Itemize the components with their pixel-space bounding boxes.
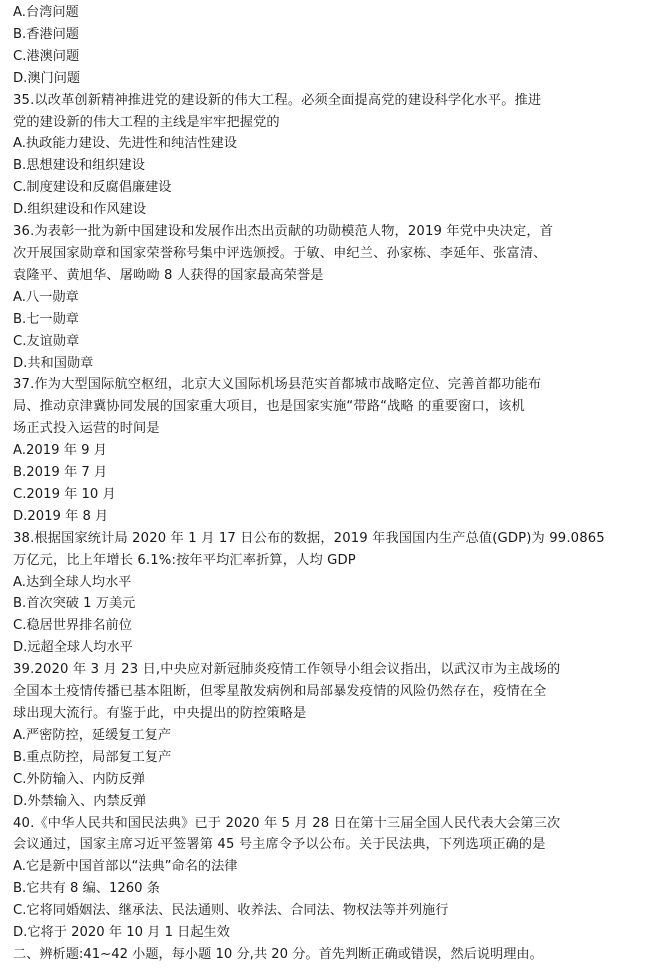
question-39	[13, 659, 617, 812]
option-c: C.稳居世界排名前位	[13, 618, 132, 634]
option-b: B.2019 年 7 月	[13, 465, 108, 481]
option-c: C.外防输入、内防反弹	[13, 771, 146, 787]
stem-line: 39.2020 年 3 月 23 日,中央应对新冠肺炎疫情工作领导小组会议指出，以武汉市为主战场的	[13, 662, 561, 678]
stem-line: 会议通过，国家主席习近平签署第 45 号主席令予以公布。关于民法典，下列选项正确的是	[13, 837, 546, 853]
question-stem	[13, 221, 617, 287]
option-b: B.首次突破 1 万美元	[13, 596, 136, 612]
option-a: A.严密防控，延缓复工复产	[13, 727, 172, 743]
stem-line: 党的建设新的伟大工程的主线是牢牢把握党的	[13, 114, 280, 130]
stem-line: 场正式投入运营的时间是	[13, 421, 160, 437]
option-c: C.它将同婚姻法、继承法、民法通则、收养法、合同法、物权法等并列施行	[13, 903, 449, 919]
stem-line: 全国本土疫情传播已基本阻断，但零星散发病例和局部暴发疫情的风险仍然存在，疫情在全	[13, 684, 547, 700]
question-stem	[13, 528, 617, 572]
option-b: B.它共有 8 编、1260 条	[13, 881, 160, 897]
option-d: D.2019 年 8 月	[13, 508, 109, 524]
option-a: A.八一勋章	[13, 289, 79, 305]
option-a: A.执政能力建设、先进性和纯洁性建设	[13, 136, 237, 152]
section-heading: 二、辨析题:41~42 小题，每小题 10 分,共 20 分。首先判断正确或错误，然后说明理由。	[13, 946, 543, 962]
stem-line: 万亿元，比上年增长 6.1%:按年平均汇率折算，人均 GDP	[13, 552, 356, 568]
option-b: B.香港问题	[13, 26, 79, 42]
option-d: D.共和国勋章	[13, 355, 94, 371]
option-b: B.七一勋章	[13, 311, 79, 327]
option-a: A.它是新中国首部以“法典”命名的法律	[13, 859, 238, 875]
option-c: C.2019 年 10 月	[13, 486, 116, 502]
option-c: C.友谊勋章	[13, 333, 80, 349]
question-stem	[13, 374, 617, 440]
question-stem	[13, 813, 617, 857]
lead-options	[13, 2, 617, 90]
stem-line: 局、推动京津冀协同发展的国家重大项目，也是国家实施“带路“战略 的重要窗口，该机	[13, 399, 525, 415]
stem-line: 球出现大流行。有鉴于此，中央提出的防控策略是	[13, 706, 307, 721]
option-a: A.达到全球人均水平	[13, 574, 132, 590]
option-d: D.组织建设和作风建设	[13, 202, 147, 218]
option-b: B.重点防控，局部复工复产	[13, 749, 172, 765]
question-35	[13, 90, 617, 221]
question-38	[13, 528, 617, 659]
stem-line: 35.以改革创新精神推进党的建设新的伟大工程。必须全面提高党的建设科学化水平。推进	[13, 92, 542, 108]
option-a: A.2019 年 9 月	[13, 443, 107, 459]
option-d: D.澳门问题	[13, 70, 81, 86]
option-b: B.思想建设和组织建设	[13, 158, 145, 174]
stem-line: 次开展国家勋章和国家荣誉称号集中评选颁授。于敏、申纪兰、孙家栋、李延年、张富清、	[13, 245, 547, 261]
stem-line: 36.为表彰一批为新中国建设和发展作出杰出贡献的功勋模范人物，2019 年党中央决定，首	[13, 224, 554, 240]
stem-line: 38.根据国家统计局 2020 年 1 月 17 日公布的数据，2019 年我国国内生产总值(GDP)为 99.0865	[13, 530, 605, 546]
option-a: A.台湾问题	[13, 5, 79, 20]
question-stem	[13, 90, 617, 134]
question-40	[13, 813, 617, 944]
stem-line: 40.《中华人民共和国民法典》已于 2020 年 5 月 28 日在第十三届全国人民代表大会第三次	[13, 815, 561, 831]
option-c: C.制度建设和反腐倡廉建设	[13, 180, 172, 196]
option-d: D.外禁输入、内禁反弹	[13, 793, 147, 809]
question-37	[13, 374, 617, 527]
question-stem	[13, 659, 617, 725]
option-c: C.港澳问题	[13, 48, 80, 64]
option-d: D.远超全球人均水平	[13, 640, 133, 656]
stem-line: 袁隆平、黄旭华、屠呦呦 8 人获得的国家最高荣誉是	[13, 267, 324, 283]
option-d: D.它将于 2020 年 10 月 1 日起生效	[13, 925, 230, 941]
stem-line: 37.作为大型国际航空枢纽，北京大义国际机场县范实首都城市战略定位、完善首都功能布	[13, 377, 542, 393]
question-36	[13, 221, 617, 374]
